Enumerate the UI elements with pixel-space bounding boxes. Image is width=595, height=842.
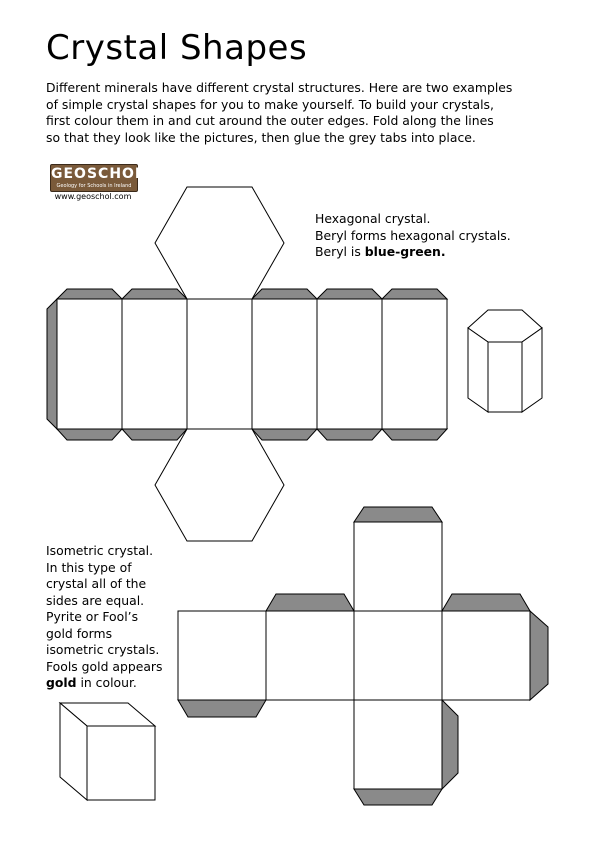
glue-tab	[442, 700, 458, 789]
caption-line: isometric crystals.	[46, 642, 160, 657]
cube-face	[354, 700, 442, 789]
glue-tab	[57, 429, 122, 440]
intro-line: Different minerals have different crystal structures. Here are two examples	[46, 80, 513, 95]
prism-face	[187, 299, 252, 429]
glue-tab	[382, 289, 447, 299]
hexagon-face	[155, 187, 284, 299]
logo-brand: GEOSCHOL	[51, 166, 145, 182]
glue-tab	[122, 289, 187, 299]
caption-line: Beryl forms hexagonal crystals.	[315, 227, 511, 243]
intro-line: first colour them in and cut around the outer edges. Fold along the lines	[46, 113, 494, 128]
glue-tab	[47, 299, 57, 429]
prism-face	[317, 299, 382, 429]
glue-tab	[178, 700, 266, 717]
prism-face	[382, 299, 447, 429]
glue-tab	[354, 507, 442, 522]
glue-tab	[252, 429, 317, 440]
caption-line: Isometric crystal.	[46, 543, 154, 558]
hexagon-face	[155, 429, 284, 541]
caption-line: sides are equal.	[46, 592, 145, 608]
hexagonal-prism-illustration	[468, 310, 542, 412]
caption-line: Pyrite or Fool’s	[46, 609, 139, 624]
cube-face	[354, 611, 442, 700]
caption-line: In this type of	[46, 559, 132, 575]
caption-line: Fools gold appears	[46, 658, 163, 674]
cube-illustration	[60, 703, 155, 800]
caption-text: in colour.	[76, 675, 137, 690]
glue-tab	[382, 429, 447, 440]
isometric-net	[178, 507, 548, 805]
glue-tab	[252, 289, 317, 299]
prism-face	[57, 299, 122, 429]
cube-face	[354, 522, 442, 611]
intro-line: of simple crystal shapes for you to make yourself. To build your crystals,	[46, 96, 494, 112]
cube-face	[178, 611, 266, 700]
logo-url: www.geoschol.com	[54, 192, 132, 201]
logo-tagline: Geology for Schools in Ireland	[56, 183, 132, 189]
glue-tab	[317, 289, 382, 299]
glue-tab	[442, 594, 530, 611]
glue-tab	[57, 289, 122, 299]
prism-face	[122, 299, 187, 429]
prism-face	[252, 299, 317, 429]
caption-text: Beryl is	[315, 244, 365, 259]
glue-tab	[266, 594, 354, 611]
glue-tab	[317, 429, 382, 440]
cube-face	[266, 611, 354, 700]
cube-face	[442, 611, 530, 700]
glue-tab	[354, 789, 442, 805]
glue-tab	[530, 611, 548, 700]
intro-line: so that they look like the pictures, then glue the grey tabs into place.	[46, 129, 476, 145]
caption-line: Hexagonal crystal.	[315, 211, 431, 226]
hexagonal-net	[47, 187, 447, 541]
caption-line: gold forms	[46, 625, 113, 641]
page-title: Crystal Shapes	[46, 28, 308, 68]
glue-tab	[122, 429, 187, 440]
caption-line: crystal all of the	[46, 576, 147, 591]
color-emphasis: gold	[46, 675, 77, 690]
color-emphasis: blue-green.	[364, 244, 446, 259]
